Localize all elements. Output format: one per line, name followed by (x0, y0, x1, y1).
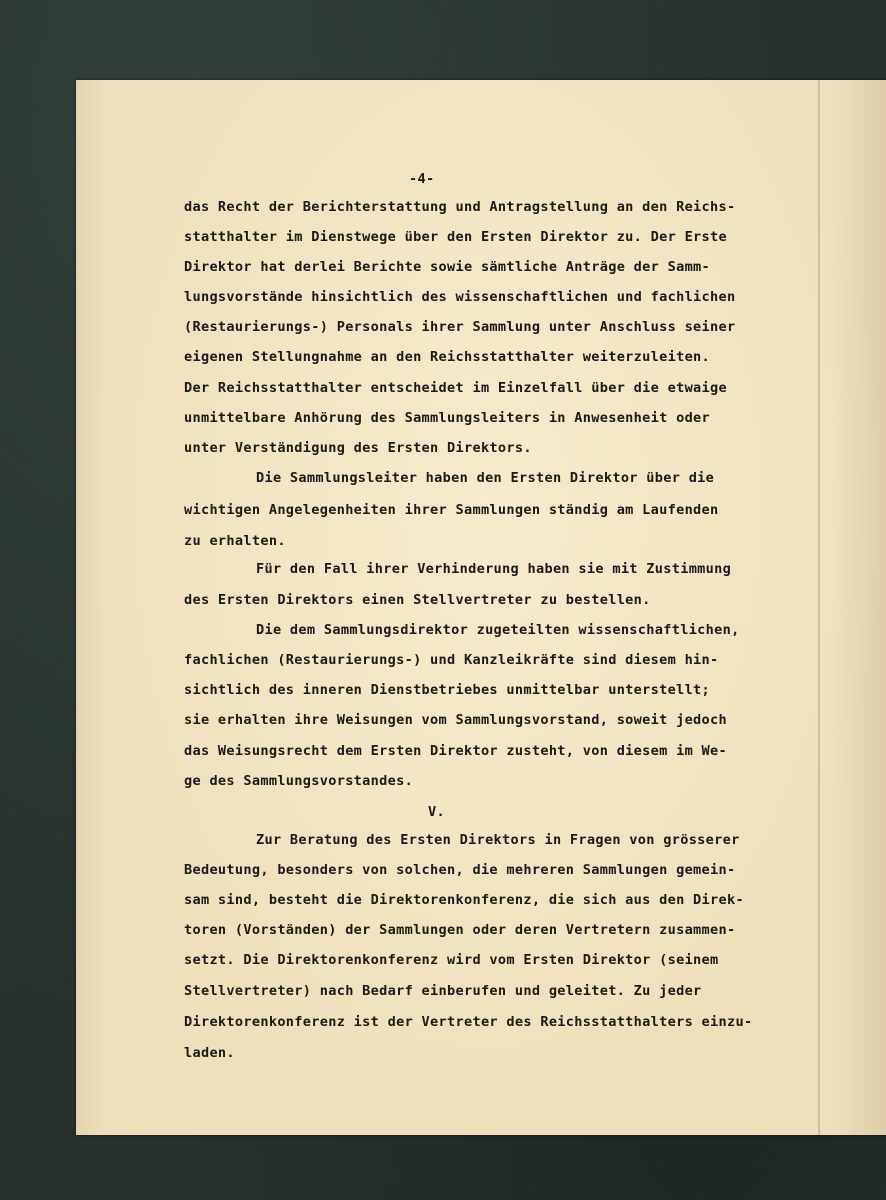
text-line: Zur Beratung des Ersten Direktors in Fragen von grösserer (256, 832, 740, 848)
text-line: sichtlich des inneren Dienstbetriebes unmittelbar unterstellt; (184, 682, 711, 698)
text-line: lungsvorstände hinsichtlich des wissenschaftlichen und fachlichen (184, 289, 736, 305)
text-line: Für den Fall ihrer Verhinderung haben sie mit Zustimmung (256, 561, 732, 577)
text-line: Direktorenkonferenz ist der Vertreter des Reichsstatthalters einzu- (184, 1014, 753, 1030)
text-line: unmittelbare Anhörung des Sammlungsleiters in Anwesenheit oder (184, 410, 711, 426)
page-number: -4- (409, 171, 435, 187)
text-line: wichtigen Angelegenheiten ihrer Sammlungen ständig am Laufenden (184, 502, 719, 518)
text-line: sie erhalten ihre Weisungen vom Sammlungsvorstand, soweit jedoch (184, 712, 727, 728)
text-line: Direktor hat derlei Berichte sowie sämtliche Anträge der Samm- (184, 259, 711, 275)
text-line: (Restaurierungs-) Personals ihrer Sammlung unter Anschluss seiner (184, 319, 736, 335)
text-line: das Weisungsrecht dem Ersten Direktor zusteht, von diesem im We- (184, 743, 727, 759)
text-line: laden. (184, 1045, 235, 1061)
text-line: setzt. Die Direktorenkonferenz wird vom Ersten Direktor (seinem (184, 952, 719, 968)
section-heading: V. (428, 804, 445, 820)
text-line: Der Reichsstatthalter entscheidet im Einzelfall über die etwaige (184, 380, 727, 396)
text-line: toren (Vorständen) der Sammlungen oder deren Vertretern zusammen- (184, 922, 736, 938)
text-line: des Ersten Direktors einen Stellvertreter zu bestellen. (184, 592, 651, 608)
text-line: Die dem Sammlungsdirektor zugeteilten wissenschaftlichen, (256, 622, 740, 638)
text-line: ge des Sammlungsvorstandes. (184, 773, 414, 789)
text-line: statthalter im Dienstwege über den Ersten Direktor zu. Der Erste (184, 229, 727, 245)
text-line: sam sind, besteht die Direktorenkonferenz, die sich aus den Direk- (184, 892, 744, 908)
text-line: Stellvertreter) nach Bedarf einberufen und geleitet. Zu jeder (184, 983, 702, 999)
text-line: zu erhalten. (184, 533, 286, 549)
text-line: fachlichen (Restaurierungs-) und Kanzleikräfte sind diesem hin- (184, 652, 719, 668)
page-fold (818, 80, 820, 1135)
text-line: das Recht der Berichterstattung und Antragstellung an den Reichs- (184, 199, 736, 215)
text-line: eigenen Stellungnahme an den Reichsstatthalter weiterzuleiten. (184, 349, 711, 365)
text-line: Bedeutung, besonders von solchen, die mehreren Sammlungen gemein- (184, 862, 736, 878)
text-line: unter Verständigung des Ersten Direktors. (184, 440, 532, 456)
text-line: Die Sammlungsleiter haben den Ersten Direktor über die (256, 470, 715, 486)
